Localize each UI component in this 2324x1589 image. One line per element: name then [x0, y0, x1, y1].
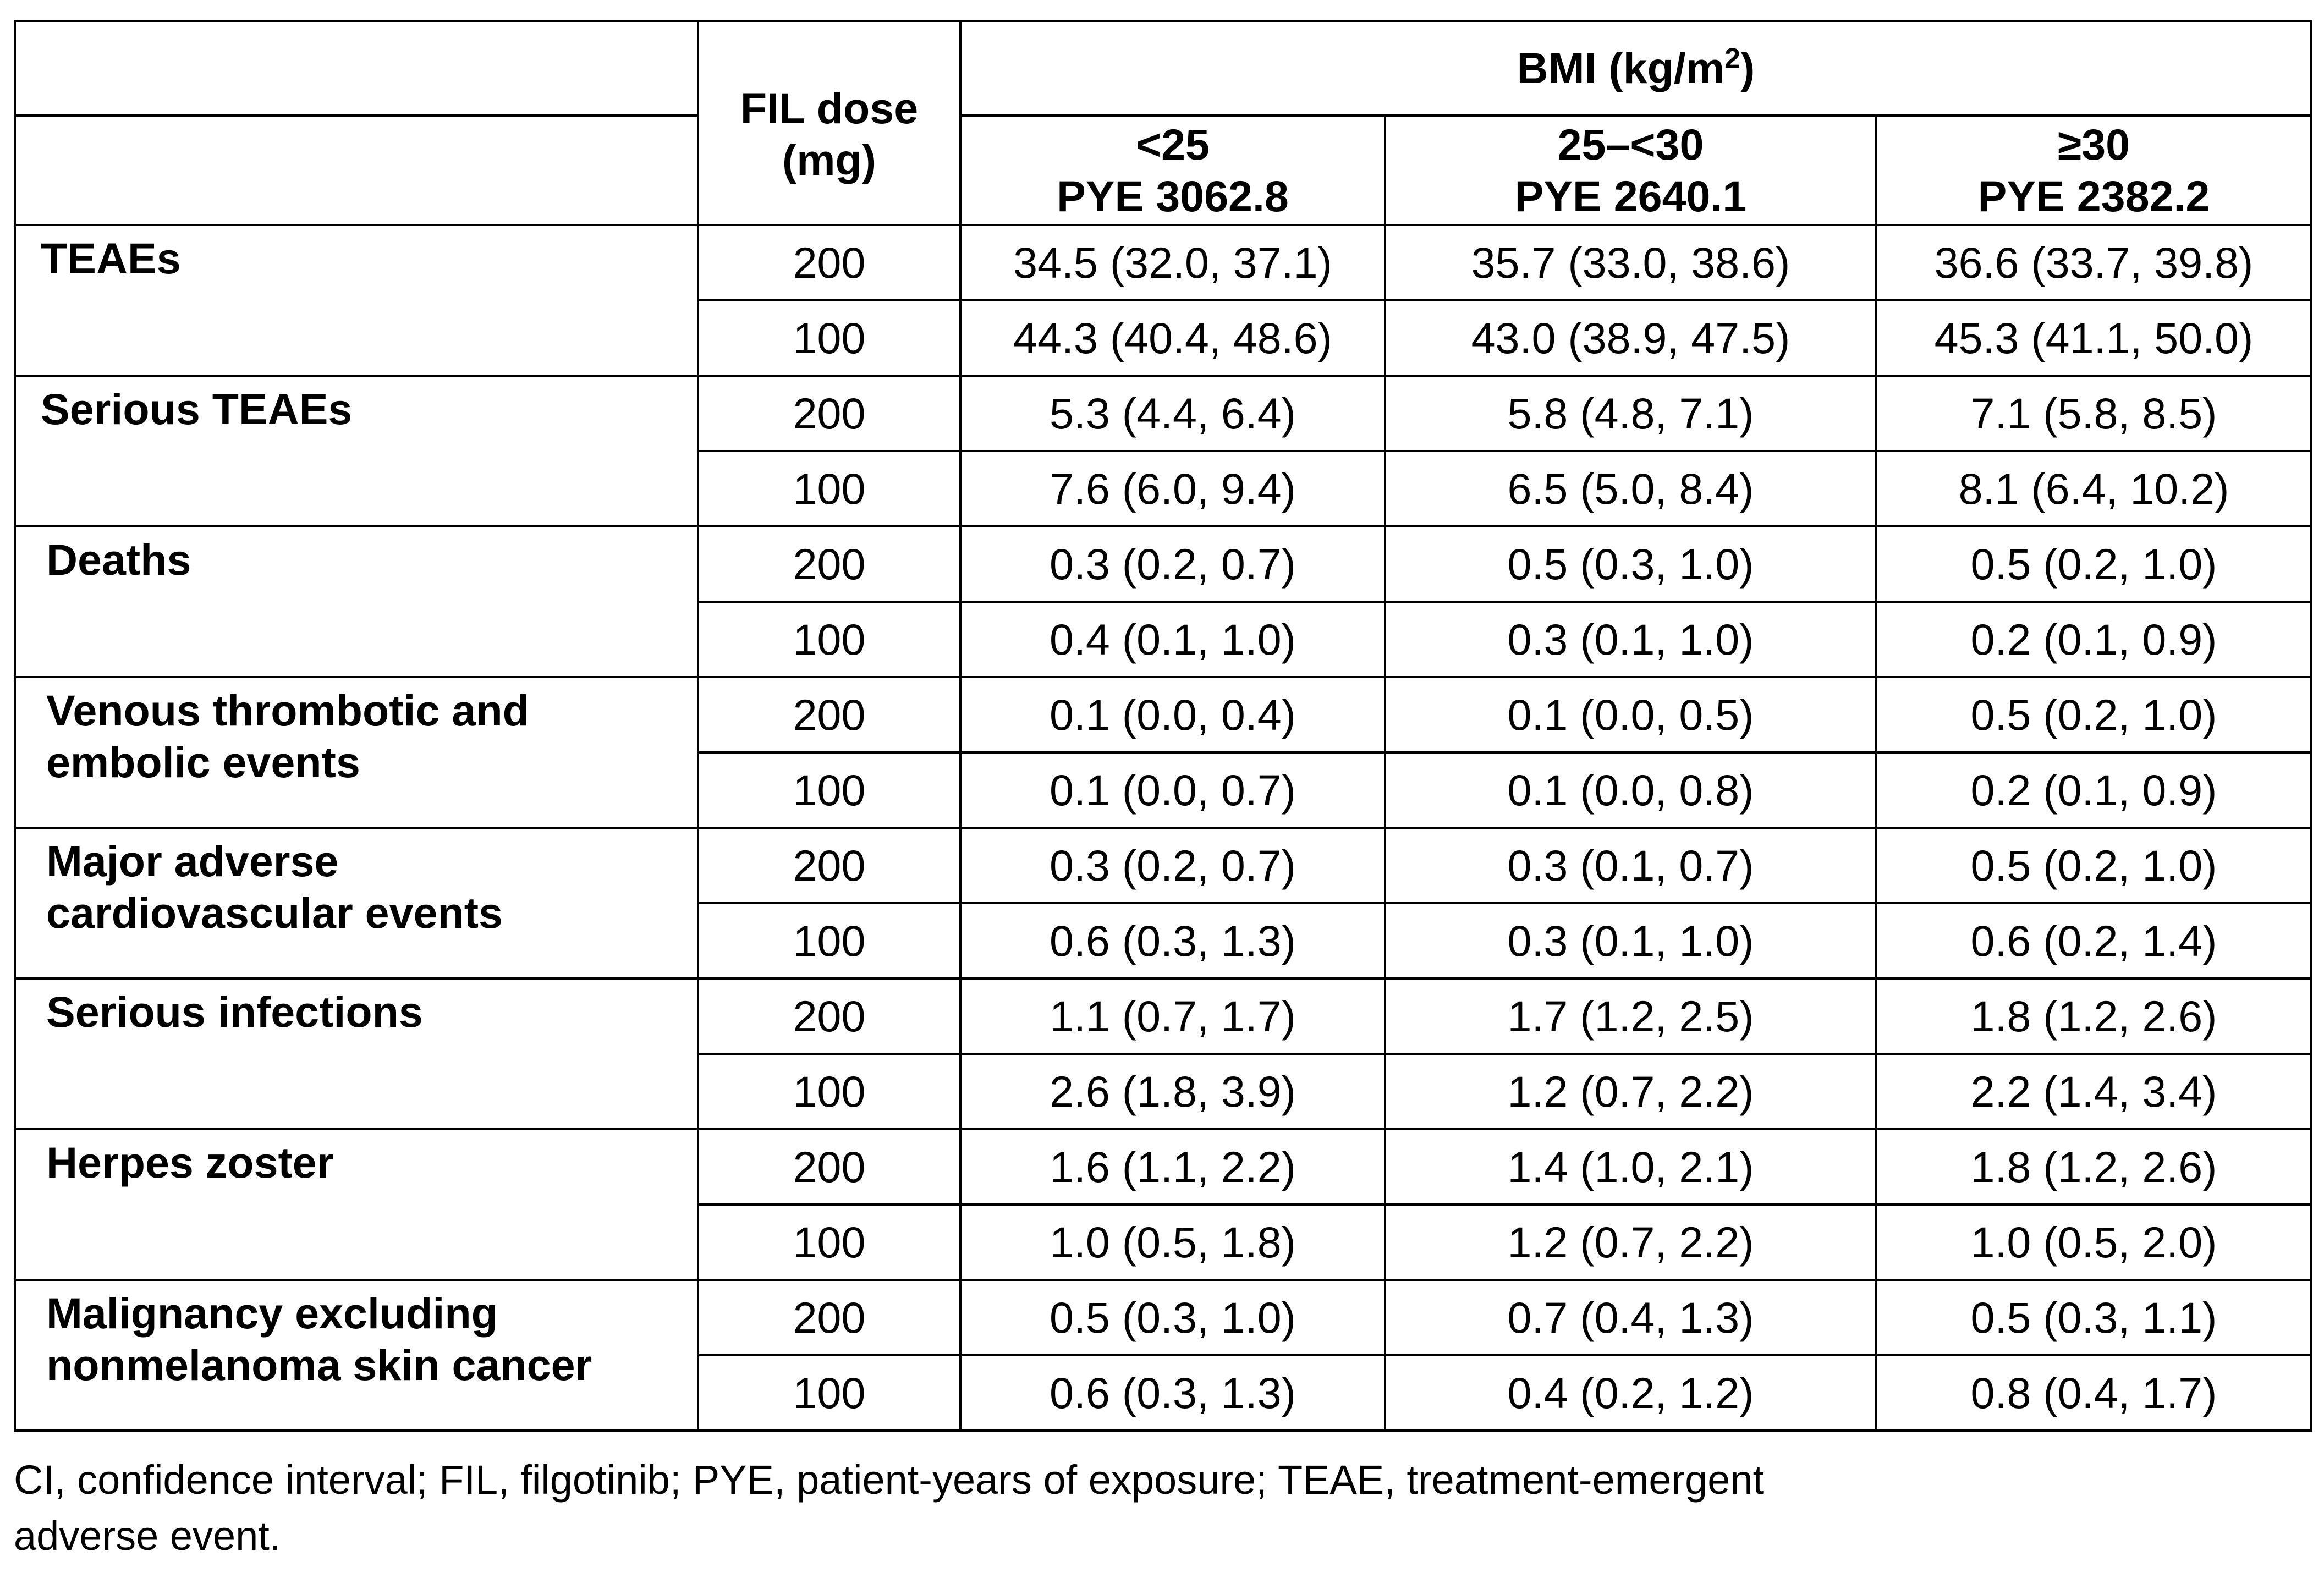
bmi-group-suffix: )	[1740, 43, 1755, 92]
footnote-line2: adverse event.	[14, 1513, 281, 1559]
row-label-herpes-zoster: Herpes zoster	[15, 1129, 698, 1280]
header-row-2	[15, 116, 2311, 225]
value-cell: 1.8 (1.2, 2.6)	[1876, 978, 2311, 1054]
value-cell: 7.6 (6.0, 9.4)	[960, 451, 1385, 526]
bmi-band-header-30-plus	[1876, 116, 2311, 225]
dose-cell: 200	[698, 677, 960, 752]
value-cell: 7.1 (5.8, 8.5)	[1876, 376, 2311, 451]
table-footnote	[14, 1452, 2049, 1564]
bmi-group-sup: 2	[1724, 42, 1741, 75]
dose-cell: 100	[698, 1355, 960, 1431]
value-cell: 35.7 (33.0, 38.6)	[1385, 225, 1876, 300]
value-cell: 6.5 (5.0, 8.4)	[1385, 451, 1876, 526]
dose-cell: 100	[698, 300, 960, 376]
row-label-line1: Malignancy excluding	[46, 1289, 498, 1338]
value-cell: 5.3 (4.4, 6.4)	[960, 376, 1385, 451]
dose-cell: 200	[698, 978, 960, 1054]
row-label-line1: Venous thrombotic and	[46, 686, 529, 735]
value-cell: 0.5 (0.2, 1.0)	[1876, 828, 2311, 903]
value-cell: 2.6 (1.8, 3.9)	[960, 1054, 1385, 1129]
value-cell: 0.4 (0.1, 1.0)	[960, 602, 1385, 677]
row-label-line2: cardiovascular events	[46, 888, 503, 937]
row-label-line2: embolic events	[46, 738, 360, 787]
row-label-teaes: TEAEs	[15, 225, 698, 376]
header-blank-cell-top	[15, 21, 698, 116]
value-cell: 1.2 (0.7, 2.2)	[1385, 1205, 1876, 1280]
dose-cell: 200	[698, 828, 960, 903]
table-row	[15, 1280, 2311, 1355]
row-label-malignancy	[15, 1280, 698, 1431]
row-label-serious-teaes: Serious TEAEs	[15, 376, 698, 526]
value-cell: 2.2 (1.4, 3.4)	[1876, 1054, 2311, 1129]
bmi-band-range: 25–<30	[1557, 119, 1704, 169]
fil-dose-header-line1: FIL dose	[740, 83, 919, 133]
value-cell: 0.3 (0.1, 1.0)	[1385, 602, 1876, 677]
value-cell: 5.8 (4.8, 7.1)	[1385, 376, 1876, 451]
value-cell: 34.5 (32.0, 37.1)	[960, 225, 1385, 300]
row-label-major-adverse-cv	[15, 828, 698, 978]
value-cell: 0.1 (0.0, 0.7)	[960, 752, 1385, 828]
table-row	[15, 828, 2311, 903]
value-cell: 44.3 (40.4, 48.6)	[960, 300, 1385, 376]
bmi-band-pye: PYE 3062.8	[1057, 171, 1289, 221]
value-cell: 1.8 (1.2, 2.6)	[1876, 1129, 2311, 1205]
bmi-band-range: ≥30	[2057, 119, 2130, 169]
value-cell: 0.5 (0.3, 1.0)	[960, 1280, 1385, 1355]
value-cell: 0.2 (0.1, 0.9)	[1876, 602, 2311, 677]
dose-cell: 100	[698, 903, 960, 978]
bmi-band-header-under-25	[960, 116, 1385, 225]
value-cell: 36.6 (33.7, 39.8)	[1876, 225, 2311, 300]
fil-dose-header-line2: (mg)	[782, 135, 877, 184]
value-cell: 1.4 (1.0, 2.1)	[1385, 1129, 1876, 1205]
value-cell: 0.3 (0.1, 1.0)	[1385, 903, 1876, 978]
value-cell: 0.2 (0.1, 0.9)	[1876, 752, 2311, 828]
bmi-band-range: <25	[1135, 119, 1210, 169]
value-cell: 1.0 (0.5, 2.0)	[1876, 1205, 2311, 1280]
teae-by-bmi-table	[14, 20, 2312, 1432]
value-cell: 0.5 (0.2, 1.0)	[1876, 526, 2311, 602]
dose-cell: 200	[698, 1129, 960, 1205]
row-label-venous-thrombotic	[15, 677, 698, 828]
dose-cell: 100	[698, 1205, 960, 1280]
bmi-band-pye: PYE 2640.1	[1514, 171, 1747, 221]
row-label-deaths: Deaths	[15, 526, 698, 677]
value-cell: 1.7 (1.2, 2.5)	[1385, 978, 1876, 1054]
value-cell: 0.8 (0.4, 1.7)	[1876, 1355, 2311, 1431]
header-blank-cell-bottom	[15, 116, 698, 225]
table-row	[15, 677, 2311, 752]
value-cell: 0.6 (0.3, 1.3)	[960, 903, 1385, 978]
dose-cell: 100	[698, 1054, 960, 1129]
value-cell: 1.1 (0.7, 1.7)	[960, 978, 1385, 1054]
footnote-line1: CI, confidence interval; FIL, filgotinib; PYE, patient-years of exposure; TEAE, treatment-emergent	[14, 1457, 1765, 1503]
dose-cell: 100	[698, 602, 960, 677]
table-row	[15, 1129, 2311, 1205]
value-cell: 1.2 (0.7, 2.2)	[1385, 1054, 1876, 1129]
value-cell: 45.3 (41.1, 50.0)	[1876, 300, 2311, 376]
bmi-group-header	[960, 21, 2311, 116]
bmi-band-header-25-to-30	[1385, 116, 1876, 225]
bmi-group-prefix: BMI (kg/m	[1517, 43, 1725, 92]
value-cell: 0.5 (0.3, 1.0)	[1385, 526, 1876, 602]
row-label-serious-infections: Serious infections	[15, 978, 698, 1129]
value-cell: 0.3 (0.1, 0.7)	[1385, 828, 1876, 903]
value-cell: 0.3 (0.2, 0.7)	[960, 828, 1385, 903]
value-cell: 8.1 (6.4, 10.2)	[1876, 451, 2311, 526]
value-cell: 1.0 (0.5, 1.8)	[960, 1205, 1385, 1280]
value-cell: 0.4 (0.2, 1.2)	[1385, 1355, 1876, 1431]
value-cell: 43.0 (38.9, 47.5)	[1385, 300, 1876, 376]
dose-cell: 200	[698, 1280, 960, 1355]
value-cell: 0.5 (0.3, 1.1)	[1876, 1280, 2311, 1355]
value-cell: 0.5 (0.2, 1.0)	[1876, 677, 2311, 752]
dose-cell: 200	[698, 526, 960, 602]
row-label-line2: nonmelanoma skin cancer	[46, 1340, 592, 1389]
table-row	[15, 978, 2311, 1054]
table-row	[15, 526, 2311, 602]
dose-cell: 100	[698, 752, 960, 828]
value-cell: 1.6 (1.1, 2.2)	[960, 1129, 1385, 1205]
table-row	[15, 376, 2311, 451]
fil-dose-header	[698, 21, 960, 225]
value-cell: 0.3 (0.2, 0.7)	[960, 526, 1385, 602]
value-cell: 0.7 (0.4, 1.3)	[1385, 1280, 1876, 1355]
bmi-band-pye: PYE 2382.2	[1977, 171, 2210, 221]
table-row	[15, 225, 2311, 300]
row-label-line1: Major adverse	[46, 837, 339, 886]
value-cell: 0.6 (0.2, 1.4)	[1876, 903, 2311, 978]
value-cell: 0.1 (0.0, 0.5)	[1385, 677, 1876, 752]
dose-cell: 200	[698, 376, 960, 451]
value-cell: 0.1 (0.0, 0.4)	[960, 677, 1385, 752]
dose-cell: 100	[698, 451, 960, 526]
dose-cell: 200	[698, 225, 960, 300]
header-row-1	[15, 21, 2311, 116]
value-cell: 0.6 (0.3, 1.3)	[960, 1355, 1385, 1431]
safety-table-container	[14, 20, 2312, 1432]
value-cell: 0.1 (0.0, 0.8)	[1385, 752, 1876, 828]
